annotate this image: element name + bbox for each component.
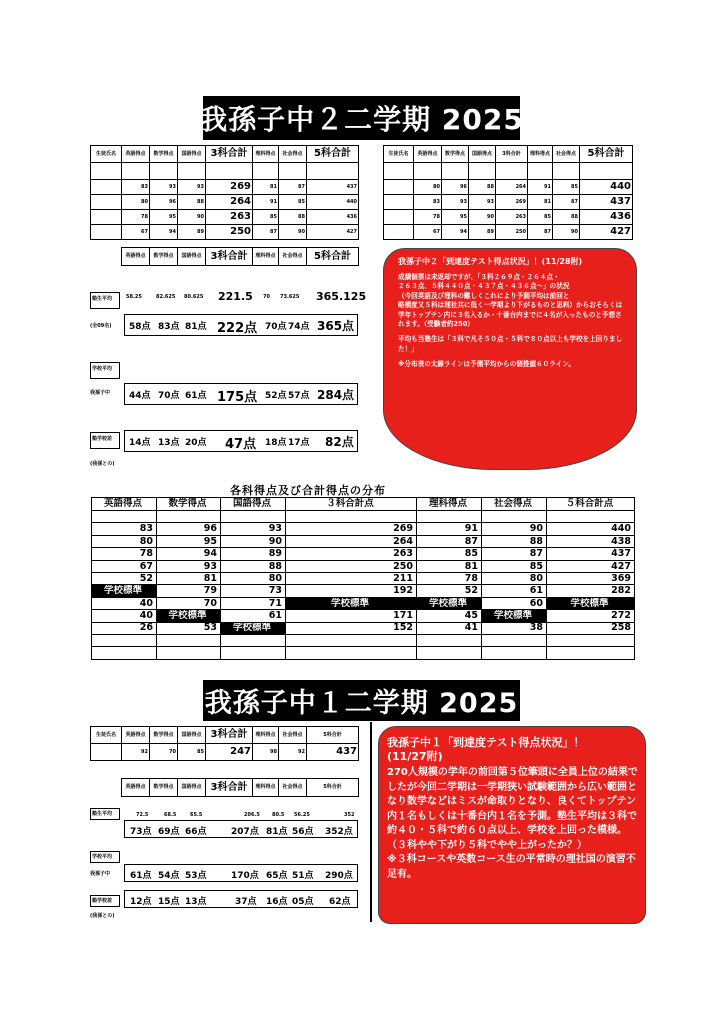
dist-cell: 80: [92, 535, 157, 547]
table-row: 80 96 88 264 91 85 440: [384, 180, 633, 195]
dist-cell: 40: [92, 610, 157, 622]
table-row: [92, 622, 635, 634]
header-math: 数学得点: [150, 146, 178, 163]
dist-cell: 61: [221, 610, 286, 622]
table-row: 80 96 88 264 91 85 440: [91, 195, 359, 210]
sec1-diff-values: 12点 15点 13点 37点 16点 05点 62点: [124, 890, 358, 908]
dist-cell: 87: [417, 535, 482, 547]
sec2-summary-header: 英語得点 数学得点 国語得点 3科合計 理科得点 社会得点 5科合計: [121, 247, 359, 266]
dist-cell: 369: [547, 572, 635, 584]
sec1-bubble-border-line: [370, 722, 372, 922]
dist-cell: 95: [157, 535, 221, 547]
dist-cell: 250: [286, 560, 417, 572]
dist-cell: [482, 647, 547, 659]
header-social: 社会得点: [279, 146, 307, 163]
dist-cell: 440: [547, 523, 635, 535]
sec2-comment-bubble: [383, 248, 637, 470]
table-row: [92, 572, 635, 584]
dist-cell: 81: [417, 560, 482, 572]
dist-cell: [221, 634, 286, 646]
dist-cell: 61: [482, 585, 547, 597]
dist-cell: 192: [286, 585, 417, 597]
dist-cell: 45: [417, 610, 482, 622]
table-row: 78 95 90 263 85 88 436: [384, 210, 633, 225]
dist-cell: 90: [221, 535, 286, 547]
section1-title: 我孫子中１二学期 2025: [203, 680, 520, 721]
dist-cell: 87: [482, 548, 547, 560]
table-row: 67 94 89 250 87 90 427: [91, 225, 359, 240]
dist-cell: 71: [221, 597, 286, 609]
header-science: 理科得点: [253, 146, 279, 163]
sec1-bubble-title: 我孫子中１「到達度テスト得点状況」！ (11/27附): [387, 736, 585, 763]
dist-cell: 91: [417, 523, 482, 535]
diff-label: 塾学校差: [90, 432, 120, 449]
sec1-school-avg: 61点 54点 53点 170点 65点 51点 290点: [124, 864, 358, 882]
dist-cell: [157, 647, 221, 659]
sec1-juku-label: 塾生平均: [90, 808, 120, 820]
table-row: [92, 511, 635, 523]
sec1-score-table: 生徒氏名 英語得点 数学得点 国語得点 3科合計 理科得点 社会得点 5科合計 92 70 85 247 98 92 437: [90, 726, 359, 761]
dist-cell: 81: [157, 572, 221, 584]
juku-avg-values: 58.25 82.625 80.625 221.5 70 73.625 365.125: [126, 290, 367, 303]
dist-cell: 78: [417, 572, 482, 584]
sec2-right-score-table: 生徒氏名 英語得点 数学得点 国語得点 3科合計 理科得点 社会得点 5科合計 80 96 88 264 91 85 440 83 93 93 269 81 87 437 78 95 90 263 85 88 436 67 94 89 250 87 90 427: [383, 145, 633, 240]
dist-cell: 26: [92, 622, 157, 634]
dist-cell: 79: [157, 585, 221, 597]
table-row: [92, 535, 635, 547]
school-avg-label: 学校平均: [90, 362, 120, 379]
sec1-school-label: 学校平均: [90, 851, 120, 863]
school-name: 我孫子中: [90, 390, 111, 396]
distribution-title: 各科得点及び合計得点の分布: [230, 484, 386, 497]
dist-cell: [482, 511, 547, 523]
header-japanese: 国語得点: [178, 146, 206, 163]
sec1-diff-label: 塾学校差: [90, 895, 120, 907]
dist-cell: 学校標準: [92, 585, 157, 597]
juku-count: (全09名): [90, 323, 112, 329]
sec1-juku-round: 73点 69点 66点 207点 81点 56点 352点: [124, 820, 358, 838]
dist-cell: 80: [221, 572, 286, 584]
dist-cell: [482, 634, 547, 646]
dist-cell: 38: [482, 622, 547, 634]
dist-cell: [547, 511, 635, 523]
dist-cell: 264: [286, 535, 417, 547]
sec1-diff-note: (我孫との): [90, 913, 115, 919]
table-row: [92, 597, 635, 609]
dist-cell: 437: [547, 548, 635, 560]
table-row: [92, 634, 635, 646]
dist-cell: [92, 634, 157, 646]
table-row: [92, 647, 635, 659]
juku-avg-label: 塾生平均: [90, 292, 120, 309]
dist-cell: 40: [92, 597, 157, 609]
dist-cell: [92, 511, 157, 523]
table-row: 83 93 93 269 81 87 437: [384, 195, 633, 210]
dist-cell: 53: [157, 622, 221, 634]
dist-cell: [417, 647, 482, 659]
sec2-left-score-table: [90, 145, 359, 240]
dist-cell: 学校標準: [221, 622, 286, 634]
diff-note: (我孫との): [90, 461, 115, 467]
dist-cell: 52: [92, 572, 157, 584]
dist-cell: 78: [92, 548, 157, 560]
dist-cell: 258: [547, 622, 635, 634]
section2-title: 我孫子中２二学期 2025: [203, 96, 520, 140]
dist-cell: 282: [547, 585, 635, 597]
dist-cell: 83: [92, 523, 157, 535]
table-row: [92, 560, 635, 572]
sec2-bubble-p3: ※分布表の太線ラインは予測平均からの個推値６０ライン。: [398, 360, 575, 369]
dist-cell: [221, 647, 286, 659]
header-english: 英語得点: [122, 146, 150, 163]
dist-cell: 85: [482, 560, 547, 572]
dist-cell: [286, 511, 417, 523]
dist-cell: 96: [157, 523, 221, 535]
table-row: [92, 523, 635, 535]
dist-cell: 171: [286, 610, 417, 622]
table-row: 67 94 89 250 87 90 427: [384, 225, 633, 240]
sec1-summary-header: 英語得点 数学得点 国語得点 3科合計 理科得点 社会得点 5科合計: [121, 778, 359, 797]
table-row: 92 70 85 247 98 92 437: [91, 744, 359, 761]
dist-cell: [547, 647, 635, 659]
dist-cell: 272: [547, 610, 635, 622]
table-row: 83 93 93 269 81 87 437: [91, 180, 359, 195]
dist-cell: 263: [286, 548, 417, 560]
dist-cell: 94: [157, 548, 221, 560]
dist-cell: [157, 634, 221, 646]
distribution-table: 英語得点 数学得点 国語得点 ３科合計点 理科得点 社会得点 ５科合計点 83 96 93 269 91 90 440 80 95 90 264 87 88 438 78 94 89 263 85 87 437 67 93 88 250 81 85 427 52 81 80 211 78 80 369 学校標準 79 73 192 52 61 282 40 70 71 学校標準 学校標準 60 学校標準 40 学校標準 61 171 45 学校標準 272 26 53 学校標準 152 41 38 258: [91, 497, 635, 660]
juku-round-values: 58点 83点 81点 222点 70点 74点 365点: [124, 314, 358, 336]
dist-cell: 学校標準: [157, 610, 221, 622]
dist-cell: 80: [482, 572, 547, 584]
dist-cell: 427: [547, 560, 635, 572]
header-3-total: 3科合計: [206, 146, 253, 163]
dist-cell: 73: [221, 585, 286, 597]
sec2-bubble-body: 成績個票は未返却ですが、「３科２６９点・２６４点・ ２６３点、５科４４０点・４３７点・４３６点～」の状況 （今回英語及び理科の難しくこれにより予測平均は前回と 略横度又５科は理社共に低く一学期より下がるものと思料）からおそらくは学年トップテン内に３名入るか・十番台内までに４名が入ったものと予想されます。（受験者約250）: [398, 273, 623, 329]
dist-cell: 60: [482, 597, 547, 609]
dist-cell: 52: [417, 585, 482, 597]
dist-cell: [92, 647, 157, 659]
table-row: [92, 548, 635, 560]
dist-cell: 269: [286, 523, 417, 535]
dist-cell: 438: [547, 535, 635, 547]
sec1-school-name: 我孫子中: [90, 871, 111, 877]
dist-cell: [221, 511, 286, 523]
dist-cell: [547, 634, 635, 646]
dist-cell: 学校標準: [286, 597, 417, 609]
dist-cell: [157, 511, 221, 523]
dist-cell: 41: [417, 622, 482, 634]
dist-cell: 90: [482, 523, 547, 535]
dist-cell: 学校標準: [482, 610, 547, 622]
dist-cell: 85: [417, 548, 482, 560]
dist-cell: 89: [221, 548, 286, 560]
dist-cell: 93: [221, 523, 286, 535]
sec2-bubble-title: 我孫子中２「到達度テスト得点状況」！(11/28附): [398, 257, 583, 266]
header-student-name: 生徒氏名: [91, 146, 122, 163]
dist-cell: 学校標準: [417, 597, 482, 609]
dist-cell: 67: [92, 560, 157, 572]
dist-cell: [417, 511, 482, 523]
table-row: [92, 585, 635, 597]
dist-cell: [417, 634, 482, 646]
school-avg-values: 44点 70点 61点 175点 52点 57点 284点: [124, 383, 358, 405]
table-row: 78 95 90 263 85 88 436: [91, 210, 359, 225]
dist-cell: 211: [286, 572, 417, 584]
dist-cell: 152: [286, 622, 417, 634]
sec1-comment-bubble: [378, 726, 646, 924]
diff-values: 14点 13点 20点 47点 18点 17点 82点: [124, 430, 358, 452]
table-row: [92, 610, 635, 622]
sec1-bubble-body: 270人規模の学年の前回第５位筆頭に全員上位の結果でしたが今回二学期は一学期狭い試験範囲から広い範囲となり数学などはミスが命取りとなり、良くてトップテン内１名もしくは十番台内１名を予測。塾生平均は３科で約４０・５科で約６０点以上、学校を上回った模様。（３科やや下がり５科でやや上がったか？） ※３科コースや英数コース生の平常時の理社国の演習不足有。: [387, 767, 638, 880]
dist-cell: [286, 634, 417, 646]
dist-cell: 93: [157, 560, 221, 572]
dist-cell: 70: [157, 597, 221, 609]
dist-cell: [286, 647, 417, 659]
sec1-juku-avg: 72.5 68.5 65.5 206.5 80.5 56.25 352: [136, 812, 355, 818]
sec2-bubble-p2: 平均も当塾生は「３科で凡そ５０点・５科で８０点以上も学校を上回りました！」: [398, 335, 623, 353]
dist-cell: 88: [221, 560, 286, 572]
header-5-total: 5科合計: [307, 146, 359, 163]
dist-cell: 88: [482, 535, 547, 547]
dist-cell: 学校標準: [547, 597, 635, 609]
